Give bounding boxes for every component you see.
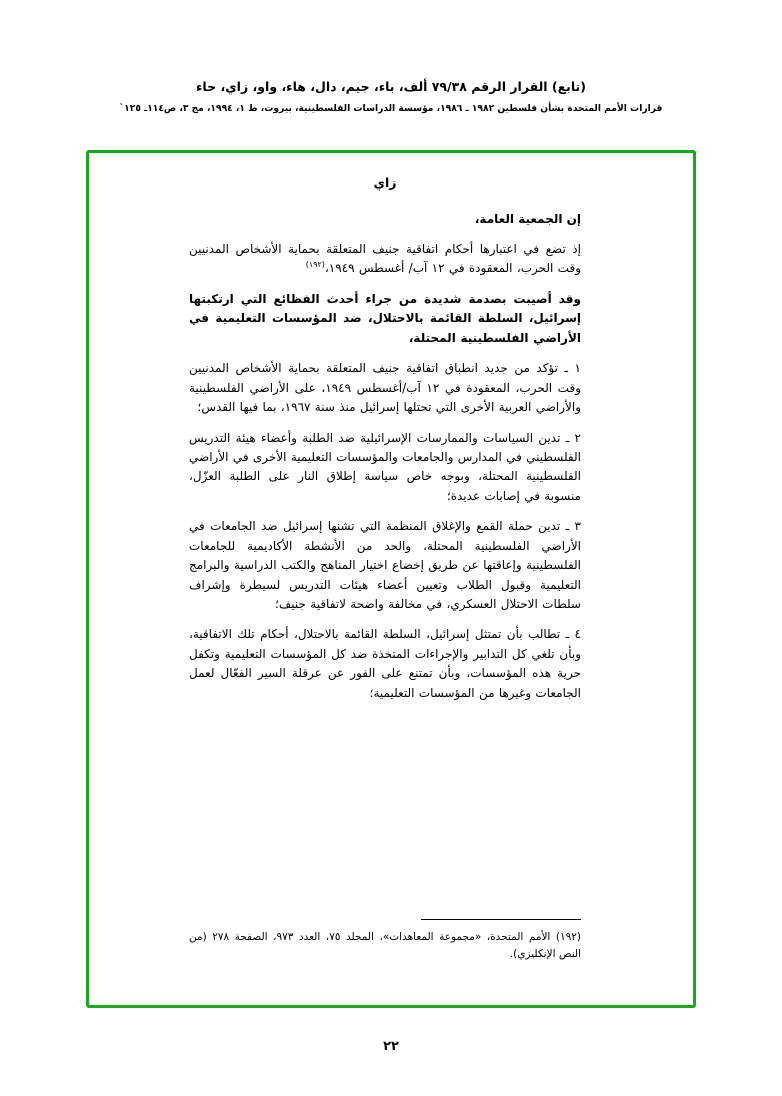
paragraph-preamble-1 — [189, 240, 581, 279]
footnote-divider — [421, 919, 581, 920]
footnote-marker: (١٩٢) — [305, 260, 325, 270]
section-letter-heading: زاي — [373, 175, 397, 190]
footnote-text: (١٩٢) الأمم المتحدة، «مجموعة المعاهدات»، المجلد ٧٥، العدد ٩٧٣، الصفحة ٢٧٨ (من النص الإنكليزي). — [189, 931, 581, 961]
header-source-line: قرارات الأمم المتحدة بشأن فلسطين ١٩٨٢ ـ ١٩٨٦، مؤسسة الدراسات الفلسطينية، بيروت، ط ١، ١٩٩٤، مج ٣، ص١١٤ـ ١٢٥` — [119, 102, 663, 114]
paragraph-operative-2: ٢ ـ تدين السياسات والممارسات الإسرائيلية ضد الطلبة وأعضاء هيئة التدريس الفلسطيني في المدارس والجامعات والمؤسسات التعليمية الأخرى في الأراضي الفلسطينية المحتلة، وبوجه خاص سياسة إطلاق النار على الطلبة العزّل، منسوبة في إصابات عديدة؛ — [189, 430, 581, 503]
assembly-subheading: إن الجمعية العامة، — [474, 212, 581, 226]
paragraph-operative-1: ١ ـ تؤكد من جديد انطباق اتفاقية جنيف المتعلقة بحماية الأشخاص المدنيين وقت الحرب، المعقودة في ١٢ آب/أغسطس ١٩٤٩، على الأراضي الفلسطينية والأراضي العربية الأخرى التي تحتلها إسرائيل منذ سنة ١٩٦٧، بما فيها القدس؛ — [189, 361, 581, 415]
paragraph-text: إذ تضع في اعتبارها أحكام اتفاقية جنيف المتعلقة بحماية الأشخاص المدنيين وقت الحرب، المعقودة في ١٢ آب/ أغسطس ١٩٤٩، — [189, 242, 581, 276]
header-title: (تابع) القرار الرقم ٧٩/٣٨ ألف، باء، جيم، دال، هاء، واو، زاي، حاء — [196, 79, 586, 94]
page-number: ٢٢ — [383, 1039, 399, 1054]
document-body — [89, 175, 693, 1005]
paragraph-preamble-2: وقد أصيبت بصدمة شديدة من جراء أحدث الفظائع التي ارتكبتها إسرائيل، السلطة القائمة بالاحتلال، ضد المؤسسات التعليمية في الأراضي الفلسطينية المحتلة، — [189, 291, 581, 345]
paragraph-operative-3: ٣ ـ تدين حملة القمع والإغلاق المنظمة التي تشنها إسرائيل ضد الجامعات في الأراضي الفلسطينية المحتلة، والحد من الأنشطة الأكاديمية للجامعات الفلسطينية وإعاقتها عن طريق إخضاع اختيار المناهج والكتب الدراسية والبرامج التعليمية وقبول الطلاب وتعيين أعضاء هيئات التدريس لسيطرة وإشراف سلطات الاحتلال العسكري، في مخالفة واضحة لاتفاقية جنيف؛ — [189, 519, 581, 611]
footnote-block — [189, 919, 581, 963]
paragraph-operative-4: ٤ ـ تطالب بأن تمتثل إسرائيل، السلطة القائمة بالاحتلال، أحكام تلك الاتفاقية، وبأن تلغي كل التدابير والإجراءات المتخذة ضد كل المؤسسات التعليمية وتكفل حرية هذه المؤسسات، وبأن تمتنع على الفور عن عرقلة السير الفعّال لعمل الجامعات وغيرها من المؤسسات التعليمية؛ — [189, 627, 581, 700]
page-header — [0, 78, 782, 116]
green-content-frame — [86, 150, 696, 1008]
